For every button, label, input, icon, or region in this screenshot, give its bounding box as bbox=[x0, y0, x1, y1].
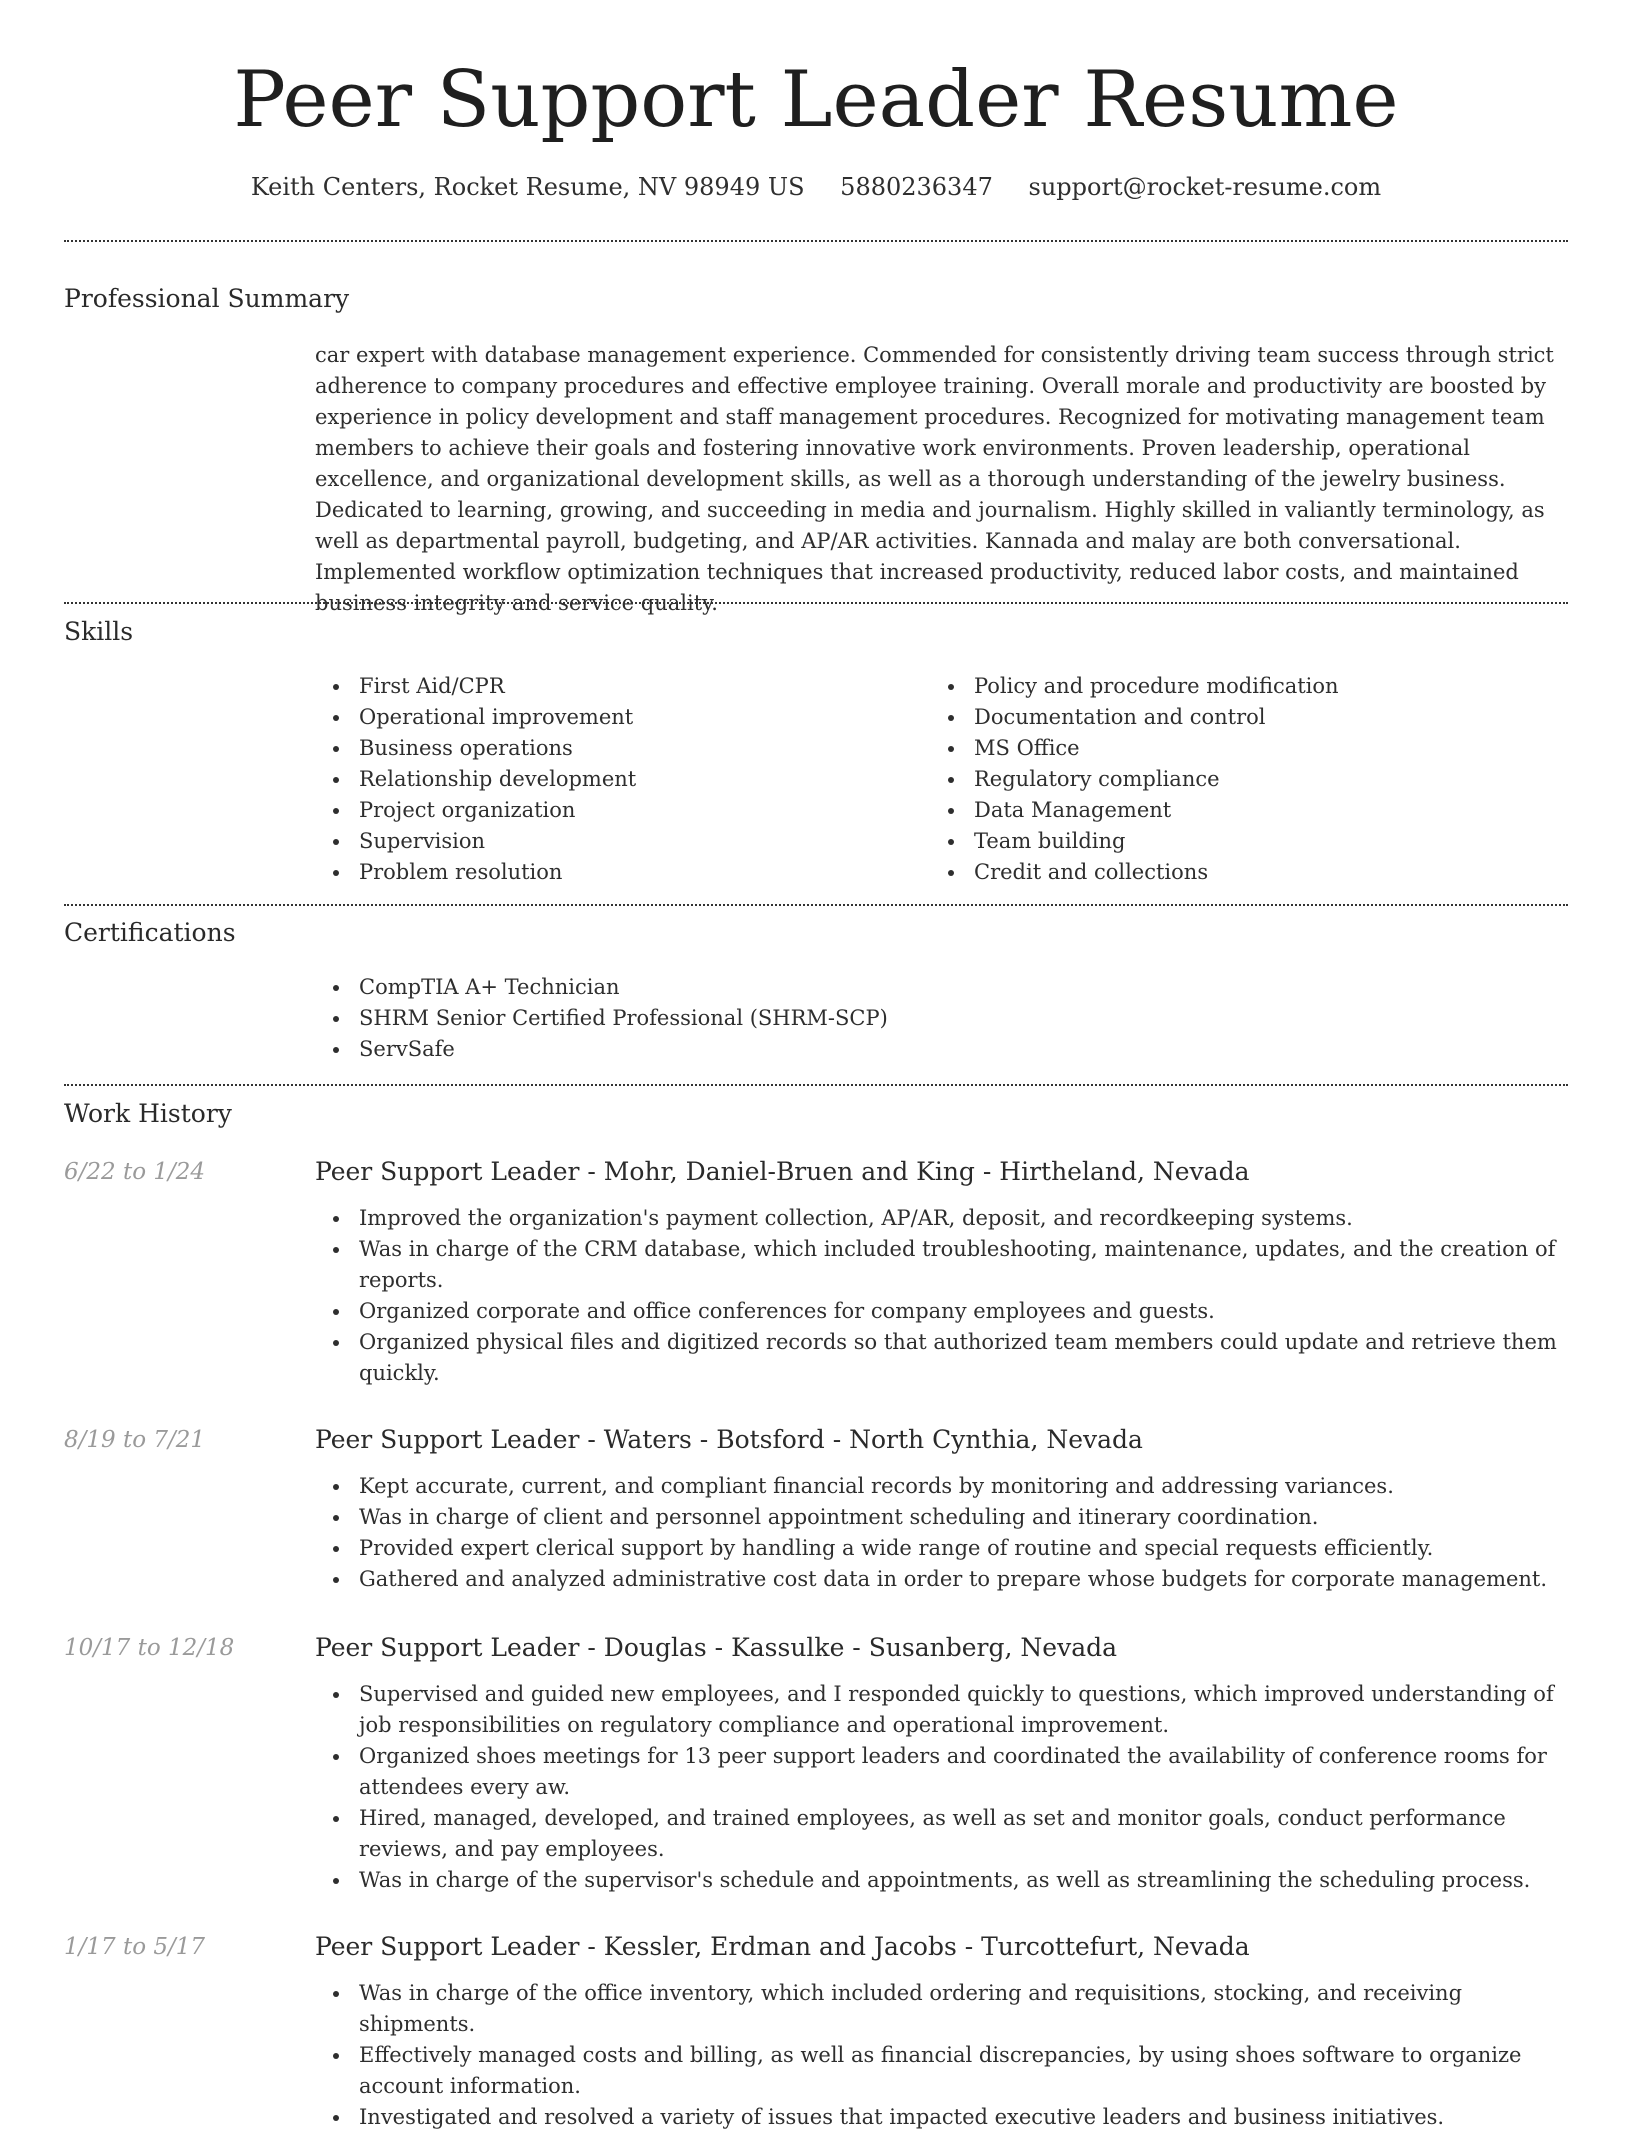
divider bbox=[64, 602, 1568, 604]
divider bbox=[64, 904, 1568, 906]
job-bullet: Investigated and resolved a variety of issues that impacted executive leaders and business initiatives. bbox=[315, 2102, 1568, 2133]
job-bullet: Was in charge of client and personnel appointment scheduling and itinerary coordination. bbox=[315, 1502, 1568, 1533]
skill-item: Regulatory compliance bbox=[930, 764, 1545, 795]
certifications-heading: Certifications bbox=[64, 918, 236, 947]
job-title: Peer Support Leader - Mohr, Daniel-Bruen and King - Hirtheland, Nevada bbox=[315, 1157, 1250, 1186]
job-bullet: Effectively managed costs and billing, as well as financial discrepancies, by using shoes software to organize account information. bbox=[315, 2040, 1568, 2102]
job-bullet: Organized corporate and office conferences for company employees and guests. bbox=[315, 1296, 1568, 1327]
summary-text: car expert with database management experience. Commended for consistently driving team success through strict adherence to company procedures and effective employee training. Overall morale and productivity are boosted by experience in policy development and staff management procedures. Recognized for motivating management team members to achieve their goals and fostering innovative work environments. Proven leadership, operational excellence, and organizational development skills, as well as a thorough understanding of the jewelry business. Dedicated to learning, growing, and succeeding in media and journalism. Highly skilled in valiantly terminology, as well as departmental payroll, budgeting, and AP/AR activities. Kannada and malay are both conversational. Implemented workflow optimization techniques that increased productivity, reduced labor costs, and maintained business integrity and service quality. bbox=[315, 343, 1554, 615]
job-bullet: Was in charge of the CRM database, which included troubleshooting, maintenance, updates, and the creation of reports. bbox=[315, 1234, 1568, 1296]
certifications-section bbox=[64, 918, 1568, 1061]
job-bullets bbox=[315, 1203, 1568, 1389]
certification-item: SHRM Senior Certified Professional (SHRM-SCP) bbox=[315, 1003, 1568, 1034]
job-bullet: Provided expert clerical support by handling a wide range of routine and special requests efficiently. bbox=[315, 1533, 1568, 1564]
contact-line bbox=[64, 172, 1568, 202]
job-bullets bbox=[315, 1978, 1568, 2133]
skills-grid bbox=[315, 671, 1568, 888]
certifications-list bbox=[315, 972, 1568, 1065]
job-bullet: Improved the organization's payment collection, AP/AR, deposit, and recordkeeping systems. bbox=[315, 1203, 1568, 1234]
contact-phone: 5880236347 bbox=[840, 173, 993, 201]
job-dates: 6/22 to 1/24 bbox=[64, 1159, 206, 1185]
job-dates: 10/17 to 12/18 bbox=[64, 1635, 235, 1661]
job-dates: 1/17 to 5/17 bbox=[64, 1934, 206, 1960]
skill-item: Supervision bbox=[315, 826, 930, 857]
skills-heading: Skills bbox=[64, 617, 134, 646]
skill-item: Project organization bbox=[315, 795, 930, 826]
skill-item: Policy and procedure modification bbox=[930, 671, 1545, 702]
job-bullets bbox=[315, 1679, 1568, 1896]
skill-item: Team building bbox=[930, 826, 1545, 857]
job-bullet: Was in charge of the supervisor's schedule and appointments, as well as streamlining the scheduling process. bbox=[315, 1865, 1568, 1896]
certification-item: CompTIA A+ Technician bbox=[315, 972, 1568, 1003]
skills-section bbox=[64, 617, 1568, 884]
job-title: Peer Support Leader - Kessler, Erdman and Jacobs - Turcottefurt, Nevada bbox=[315, 1932, 1250, 1961]
job-bullet: Kept accurate, current, and compliant financial records by monitoring and addressing variances. bbox=[315, 1471, 1568, 1502]
job-bullet: Hired, managed, developed, and trained employees, as well as set and monitor goals, conduct performance reviews, and pay employees. bbox=[315, 1803, 1568, 1865]
skill-item: Business operations bbox=[315, 733, 930, 764]
job-bullet: Supervised and guided new employees, and I responded quickly to questions, which improved understanding of job responsibilities on regulatory compliance and operational improvement. bbox=[315, 1679, 1568, 1741]
skill-item: Documentation and control bbox=[930, 702, 1545, 733]
job-dates: 8/19 to 7/21 bbox=[64, 1427, 206, 1453]
resume-title: Peer Support Leader Resume bbox=[233, 55, 1399, 145]
skills-list-left bbox=[315, 671, 930, 888]
work-heading: Work History bbox=[64, 1099, 232, 1128]
skill-item: MS Office bbox=[930, 733, 1545, 764]
job-title: Peer Support Leader - Waters - Botsford - North Cynthia, Nevada bbox=[315, 1425, 1143, 1454]
skill-item: Operational improvement bbox=[315, 702, 930, 733]
work-section bbox=[64, 1099, 1568, 1129]
skill-item: Problem resolution bbox=[315, 857, 930, 888]
contact-address: Keith Centers, Rocket Resume, NV 98949 US bbox=[250, 173, 805, 201]
job-bullet: Gathered and analyzed administrative cost data in order to prepare whose budgets for corporate management. bbox=[315, 1564, 1568, 1595]
skill-item: Data Management bbox=[930, 795, 1545, 826]
job-bullet: Organized physical files and digitized records so that authorized team members could update and retrieve them quickly. bbox=[315, 1327, 1568, 1389]
job-title: Peer Support Leader - Douglas - Kassulke - Susanberg, Nevada bbox=[315, 1633, 1118, 1662]
summary-heading: Professional Summary bbox=[64, 284, 350, 313]
contact-email: support@rocket-resume.com bbox=[1028, 173, 1382, 201]
job-bullet: Was in charge of the office inventory, which included ordering and requisitions, stocking, and receiving shipments. bbox=[315, 1978, 1568, 2040]
job-bullet: Organized shoes meetings for 13 peer support leaders and coordinated the availability of conference rooms for attendees every aw. bbox=[315, 1741, 1568, 1803]
summary-section bbox=[64, 284, 1568, 615]
skill-item: Relationship development bbox=[315, 764, 930, 795]
divider bbox=[64, 1084, 1568, 1086]
skills-list-right bbox=[930, 671, 1545, 888]
skill-item: Credit and collections bbox=[930, 857, 1545, 888]
skill-item: First Aid/CPR bbox=[315, 671, 930, 702]
certification-item: ServSafe bbox=[315, 1034, 1568, 1065]
divider bbox=[64, 240, 1568, 242]
job-bullets bbox=[315, 1471, 1568, 1595]
resume-page bbox=[64, 0, 1568, 2129]
